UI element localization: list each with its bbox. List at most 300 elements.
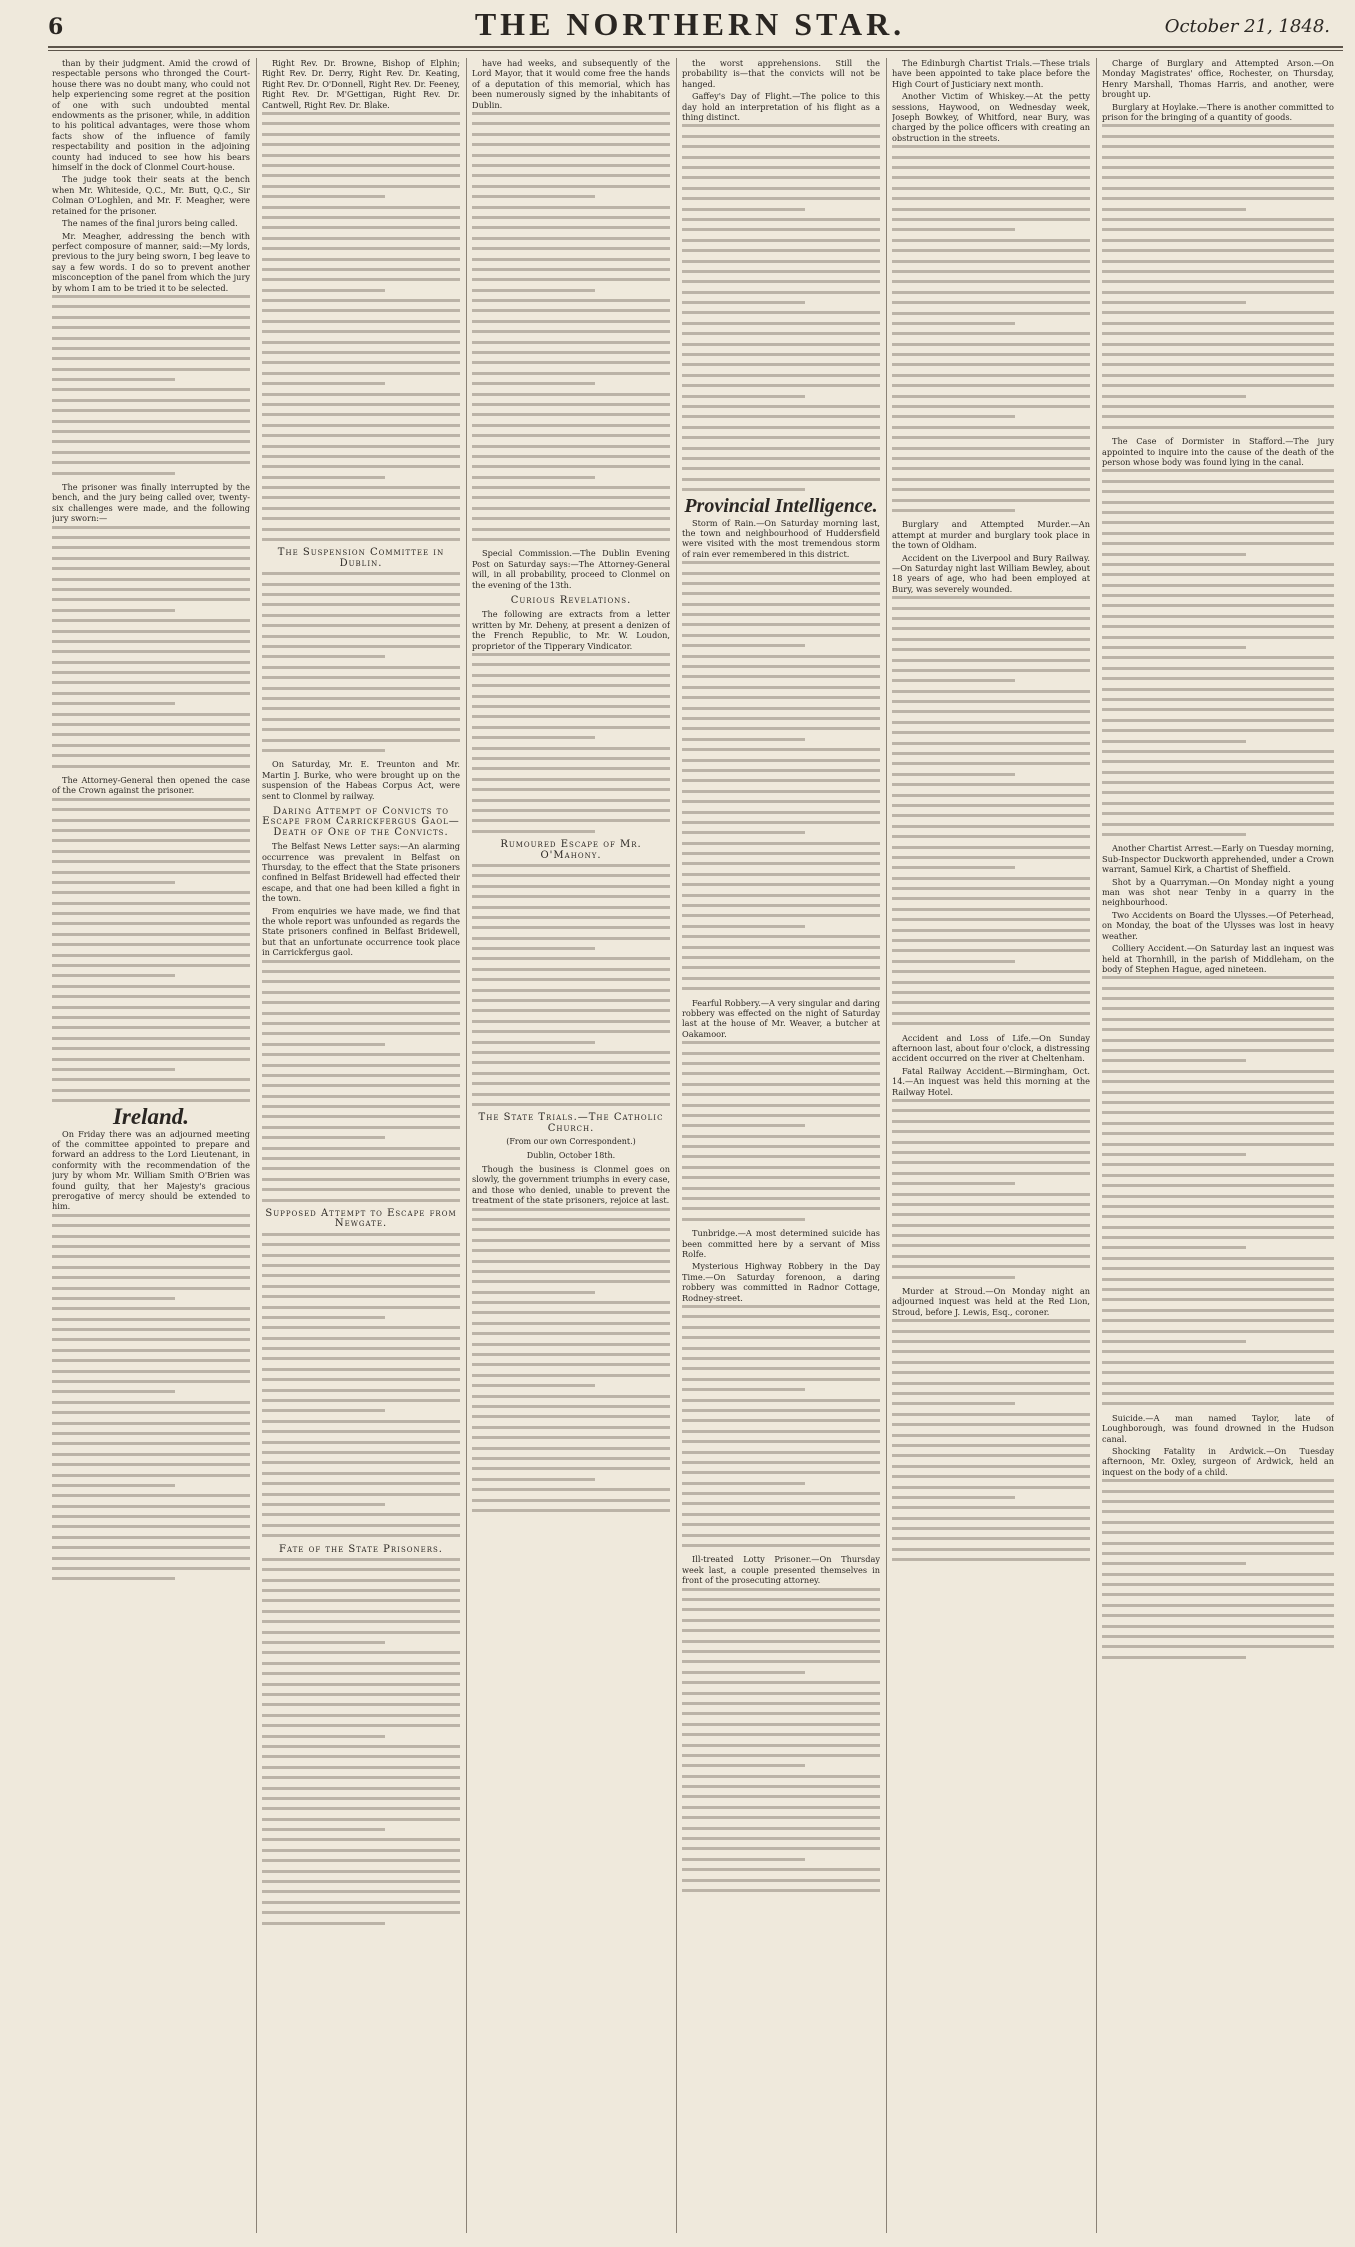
text-line	[52, 1287, 250, 1290]
text-line	[52, 409, 250, 412]
text-line	[1102, 594, 1334, 597]
text-line	[892, 187, 1090, 190]
text-line	[262, 237, 460, 240]
text-line	[682, 1795, 880, 1798]
text-line	[472, 455, 670, 458]
text-line	[1102, 656, 1334, 659]
text-line	[892, 804, 1090, 807]
text-line	[892, 228, 1015, 231]
text-line	[1102, 374, 1334, 377]
text-line	[52, 1307, 250, 1310]
text-line	[472, 1270, 670, 1273]
text-line	[1102, 521, 1334, 524]
text-line	[892, 1402, 1015, 1405]
text-line	[52, 526, 250, 529]
text-line	[262, 330, 460, 333]
text-line	[472, 916, 670, 919]
text-line	[1102, 1174, 1334, 1177]
text-line	[682, 1124, 805, 1127]
text-line	[682, 1357, 880, 1360]
text-line	[52, 1224, 250, 1227]
text-line	[1102, 1049, 1334, 1052]
text-line	[472, 1020, 670, 1023]
text-line	[262, 1147, 460, 1150]
text-line	[52, 347, 250, 350]
text-line	[682, 1513, 880, 1516]
text-line	[472, 1291, 595, 1294]
text-line	[1102, 1039, 1334, 1042]
text-line	[682, 374, 880, 377]
text-line	[682, 280, 880, 283]
column-paragraph: On Saturday, Mr. E. Treunton and Mr. Martin J. Burke, who were brought up on the suspension of the Habeas Corpus Act, were sent to Clonmel by railway.	[262, 759, 460, 801]
text-line	[682, 914, 880, 917]
text-line	[892, 1496, 1015, 1499]
text-line	[892, 949, 1090, 952]
text-line	[52, 974, 175, 977]
text-line	[892, 1434, 1090, 1437]
text-line	[892, 1475, 1090, 1478]
text-block	[52, 1214, 250, 1581]
text-line	[472, 237, 670, 240]
column-paragraph: Shot by a Quarryman.—On Monday night a young man was shot near Tenby in a quarry in the neighbourhood.	[1102, 876, 1334, 908]
text-line	[1102, 1132, 1334, 1135]
text-line	[472, 957, 670, 960]
text-line	[52, 1318, 250, 1321]
text-line	[682, 1482, 805, 1485]
text-line	[472, 736, 595, 739]
text-block	[262, 1233, 460, 1537]
text-line	[1102, 1635, 1334, 1638]
text-line	[262, 583, 460, 586]
text-line	[262, 1233, 460, 1236]
text-line	[892, 887, 1090, 890]
text-line	[472, 1301, 670, 1304]
text-line	[262, 247, 460, 250]
text-line	[892, 426, 1090, 429]
text-line	[52, 598, 250, 601]
text-line	[472, 247, 670, 250]
text-line	[892, 270, 1090, 273]
text-line	[1102, 332, 1334, 335]
text-line	[262, 1880, 460, 1883]
text-line	[472, 885, 670, 888]
text-line	[262, 351, 460, 354]
text-line	[682, 1336, 880, 1339]
text-line	[892, 415, 1015, 418]
column-paragraph: Colliery Accident.—On Saturday last an inquest was held at Thornhill, in the parish of Middleham, on the body of Stephen Hague, aged nineteen.	[1102, 943, 1334, 974]
text-line	[892, 1517, 1090, 1520]
text-line	[262, 614, 460, 617]
text-line	[52, 619, 250, 622]
text-line	[262, 1493, 460, 1496]
text-line	[472, 1343, 670, 1346]
text-line	[682, 1155, 880, 1158]
text-line	[1102, 1007, 1334, 1010]
text-line	[1102, 1143, 1334, 1146]
text-line	[682, 904, 880, 907]
text-line	[52, 1536, 250, 1539]
text-line	[262, 1703, 460, 1706]
text-line	[892, 312, 1090, 315]
text-line	[682, 623, 880, 626]
text-line	[892, 353, 1090, 356]
text-line	[892, 835, 1090, 838]
text-line	[52, 1089, 250, 1092]
article-subhead: The Suspension Committee in Dublin.	[277, 547, 445, 569]
text-line	[1102, 187, 1334, 190]
text-line	[52, 744, 250, 747]
text-line	[262, 1922, 385, 1925]
text-line	[1102, 688, 1334, 691]
text-line	[1102, 260, 1334, 263]
text-line	[1102, 625, 1334, 628]
text-line	[682, 1187, 880, 1190]
text-line	[892, 509, 1015, 512]
text-line	[682, 852, 880, 855]
text-line	[1102, 698, 1334, 701]
text-line	[1102, 1236, 1334, 1239]
text-line	[472, 1467, 670, 1470]
text-line	[892, 752, 1090, 755]
text-line	[892, 918, 1090, 921]
text-line	[472, 154, 670, 157]
text-line	[262, 1683, 460, 1686]
text-block	[682, 124, 880, 491]
text-line	[1102, 615, 1334, 618]
text-line	[892, 197, 1090, 200]
text-line	[262, 154, 460, 157]
text-line	[52, 1505, 250, 1508]
text-line	[682, 707, 880, 710]
text-line	[262, 1012, 460, 1015]
text-block	[472, 864, 670, 1106]
text-line	[1102, 1298, 1334, 1301]
text-line	[472, 864, 670, 867]
text-line	[682, 613, 880, 616]
text-line	[262, 341, 460, 344]
text-line	[682, 1083, 880, 1086]
text-line	[892, 1255, 1090, 1258]
text-line	[472, 528, 670, 531]
text-line	[472, 1218, 670, 1221]
column-paragraph: The Belfast News Letter says:—An alarming occurrence was prevalent in Belfast on Thursday, to the effect that the State prisoners confined in Belfast Bridewell had effected their escape, and that one had been killed a fight in the town.	[262, 841, 460, 904]
text-line	[262, 1064, 460, 1067]
text-line	[682, 447, 880, 450]
text-line	[682, 925, 805, 928]
text-line	[262, 1672, 460, 1675]
text-line	[682, 1197, 880, 1200]
text-line	[52, 420, 250, 423]
text-line	[892, 1548, 1090, 1551]
text-line	[682, 977, 880, 980]
column-paragraph: Fearful Robbery.—A very singular and daring robbery was effected on the night of Saturday last at the house of Mr. Weaver, a butcher at Oakamoor.	[682, 997, 880, 1039]
text-line	[682, 1692, 880, 1695]
text-line	[1102, 1562, 1246, 1565]
text-line	[892, 856, 1090, 859]
text-line	[472, 799, 670, 802]
text-line	[52, 1266, 250, 1269]
text-line	[262, 603, 460, 606]
text-line	[1102, 1018, 1334, 1021]
text-line	[472, 695, 670, 698]
text-block	[892, 1099, 1090, 1279]
text-line	[892, 627, 1090, 630]
text-line	[262, 486, 460, 489]
text-line	[262, 206, 460, 209]
text-line	[472, 1030, 670, 1033]
column-paragraph: Burglary at Hoylake.—There is another committed to prison for the bringing of a quantity of goods.	[1102, 101, 1334, 123]
text-line	[472, 684, 670, 687]
text-line	[1102, 1479, 1334, 1482]
text-line	[52, 378, 175, 381]
text-line	[682, 291, 880, 294]
text-line	[262, 572, 460, 575]
text-line	[262, 1157, 460, 1160]
text-line	[892, 1486, 1090, 1489]
text-line	[472, 1322, 670, 1325]
text-line	[682, 644, 805, 647]
text-line	[262, 1807, 460, 1810]
text-line	[262, 413, 460, 416]
text-line	[52, 557, 250, 560]
text-line	[892, 1234, 1090, 1237]
text-line	[892, 176, 1090, 179]
text-line	[682, 415, 880, 418]
text-line	[472, 289, 595, 292]
text-line	[472, 299, 670, 302]
text-line	[52, 661, 250, 664]
text-line	[682, 582, 880, 585]
text-line	[472, 757, 670, 760]
text-line	[1102, 563, 1334, 566]
text-line	[472, 434, 670, 437]
text-line	[1102, 604, 1334, 607]
text-line	[472, 1061, 670, 1064]
text-line	[1102, 343, 1334, 346]
text-line	[472, 895, 670, 898]
column-paragraph: The prisoner was finally interrupted by the bench, and the jury being called over, twenty-six challenges were made, and the following jury sworn:—	[52, 481, 250, 524]
column-paragraph: Suicide.—A man named Taylor, late of Loughborough, was found drowned in the Hudson canal.	[1102, 1412, 1334, 1444]
text-line	[682, 686, 880, 689]
text-line	[262, 1849, 460, 1852]
text-line	[262, 749, 385, 752]
text-line	[262, 164, 460, 167]
text-line	[52, 1058, 250, 1061]
text-line	[682, 966, 880, 969]
text-line	[52, 1453, 250, 1456]
text-line	[52, 1442, 250, 1445]
text-line	[1102, 1330, 1334, 1333]
text-line	[1102, 1226, 1334, 1229]
text-line	[892, 395, 1090, 398]
text-line	[262, 1651, 460, 1654]
text-line	[892, 1340, 1090, 1343]
text-line	[472, 1082, 670, 1085]
text-line	[262, 1890, 460, 1893]
text-line	[682, 1062, 880, 1065]
text-line	[472, 507, 670, 510]
text-line	[682, 1218, 805, 1221]
text-line	[892, 1213, 1090, 1216]
text-line	[262, 1870, 460, 1873]
text-line	[1102, 1521, 1334, 1524]
text-line	[892, 488, 1090, 491]
text-line	[472, 174, 670, 177]
text-line	[262, 372, 460, 375]
text-line	[52, 368, 250, 371]
text-line	[262, 1126, 460, 1129]
text-line	[262, 1901, 460, 1904]
text-line	[52, 1047, 250, 1050]
text-line	[262, 1776, 460, 1779]
text-block	[682, 1588, 880, 1892]
text-line	[262, 655, 385, 658]
text-line	[1102, 708, 1334, 711]
text-line	[52, 337, 250, 340]
text-line	[262, 1022, 460, 1025]
text-line	[892, 291, 1090, 294]
text-line	[682, 1806, 880, 1809]
text-line	[472, 1260, 670, 1263]
text-line	[262, 299, 460, 302]
column-paragraph: Another Chartist Arrest.—Early on Tuesday morning, Sub-Inspector Duckworth apprehended, under a Crown warrant, Samuel Kirk, a Chartist of Sheffield.	[1102, 843, 1334, 875]
text-line	[1102, 501, 1334, 504]
text-line	[682, 1072, 880, 1075]
text-line	[52, 671, 250, 674]
text-line	[682, 239, 880, 242]
text-line	[682, 488, 805, 491]
text-line	[892, 332, 1090, 335]
text-line	[892, 596, 1090, 599]
column-paragraph: Burglary and Attempted Murder.—An attempt at murder and burglary took place in the town of Oldham.	[892, 519, 1090, 551]
text-line	[1102, 987, 1334, 990]
text-line	[682, 145, 880, 148]
text-line	[262, 1534, 460, 1537]
text-line	[262, 1755, 460, 1758]
text-line	[472, 206, 670, 209]
text-line	[472, 1363, 670, 1366]
text-line	[892, 1382, 1090, 1385]
text-line	[682, 873, 880, 876]
text-line	[892, 1444, 1090, 1447]
text-line	[262, 465, 460, 468]
text-line	[1102, 353, 1334, 356]
text-line	[52, 316, 250, 319]
text-line	[892, 1558, 1090, 1561]
text-line	[682, 1534, 880, 1537]
text-line	[892, 991, 1090, 994]
text-line	[1102, 1278, 1334, 1281]
text-line	[262, 393, 460, 396]
text-line	[472, 424, 670, 427]
issue-date: October 21, 1848.	[1164, 16, 1330, 37]
text-line	[892, 762, 1090, 765]
text-line	[52, 891, 250, 894]
text-line	[52, 798, 250, 801]
text-line	[262, 216, 460, 219]
text-line	[682, 228, 880, 231]
text-line	[52, 326, 250, 329]
text-line	[892, 343, 1090, 346]
text-line	[682, 1326, 880, 1329]
text-line	[682, 1305, 880, 1308]
text-line	[52, 1432, 250, 1435]
text-line	[1102, 1531, 1334, 1534]
text-line	[1102, 646, 1246, 649]
text-line	[52, 640, 250, 643]
column-4	[682, 58, 880, 2238]
text-line	[682, 1868, 880, 1871]
article-subhead: Fate of the State Prisoners.	[279, 1543, 443, 1555]
text-line	[892, 457, 1090, 460]
column-1	[52, 58, 250, 2238]
text-line	[682, 634, 880, 637]
text-line	[682, 311, 880, 314]
text-line	[682, 1430, 880, 1433]
text-line	[52, 472, 175, 475]
text-line	[262, 1599, 460, 1602]
text-block	[52, 798, 250, 1102]
text-line	[1102, 291, 1334, 294]
column-paragraph: The Edinburgh Chartist Trials.—These trials have been appointed to take place before the High Court of Justiciary next month.	[892, 58, 1090, 89]
text-line	[892, 1172, 1090, 1175]
text-line	[892, 648, 1090, 651]
text-line	[262, 455, 460, 458]
text-line	[472, 947, 595, 950]
text-line	[682, 935, 880, 938]
text-line	[1102, 976, 1334, 979]
text-line	[682, 1775, 880, 1778]
page-number: 6	[48, 14, 64, 40]
text-line	[472, 330, 670, 333]
text-line	[682, 1785, 880, 1788]
text-line	[892, 1193, 1090, 1196]
text-line	[262, 268, 460, 271]
text-block	[1102, 124, 1334, 428]
text-line	[1102, 677, 1334, 680]
text-line	[682, 800, 880, 803]
text-line	[682, 301, 805, 304]
text-line	[1102, 480, 1334, 483]
text-line	[682, 187, 880, 190]
text-line	[262, 980, 460, 983]
text-line	[682, 1399, 880, 1402]
text-line	[52, 1577, 175, 1580]
text-line	[682, 208, 805, 211]
text-line	[472, 1478, 595, 1481]
text-line	[892, 700, 1090, 703]
text-line	[52, 1546, 250, 1549]
text-line	[52, 650, 250, 653]
text-line	[1102, 1059, 1246, 1062]
text-line	[262, 1641, 385, 1644]
text-line	[262, 185, 460, 188]
text-line	[682, 1544, 880, 1547]
text-line	[682, 124, 880, 127]
text-line	[52, 1422, 250, 1425]
text-line	[682, 1419, 880, 1422]
text-line	[1102, 812, 1334, 815]
text-line	[1102, 1510, 1334, 1513]
text-line	[1102, 270, 1334, 273]
text-line	[262, 1579, 460, 1582]
text-line	[892, 825, 1090, 828]
article-subhead: The State Trials.—The Catholic Church.	[478, 1112, 664, 1134]
text-line	[682, 332, 880, 335]
text-line	[892, 1224, 1090, 1227]
text-line	[1102, 636, 1334, 639]
text-line	[682, 1502, 880, 1505]
